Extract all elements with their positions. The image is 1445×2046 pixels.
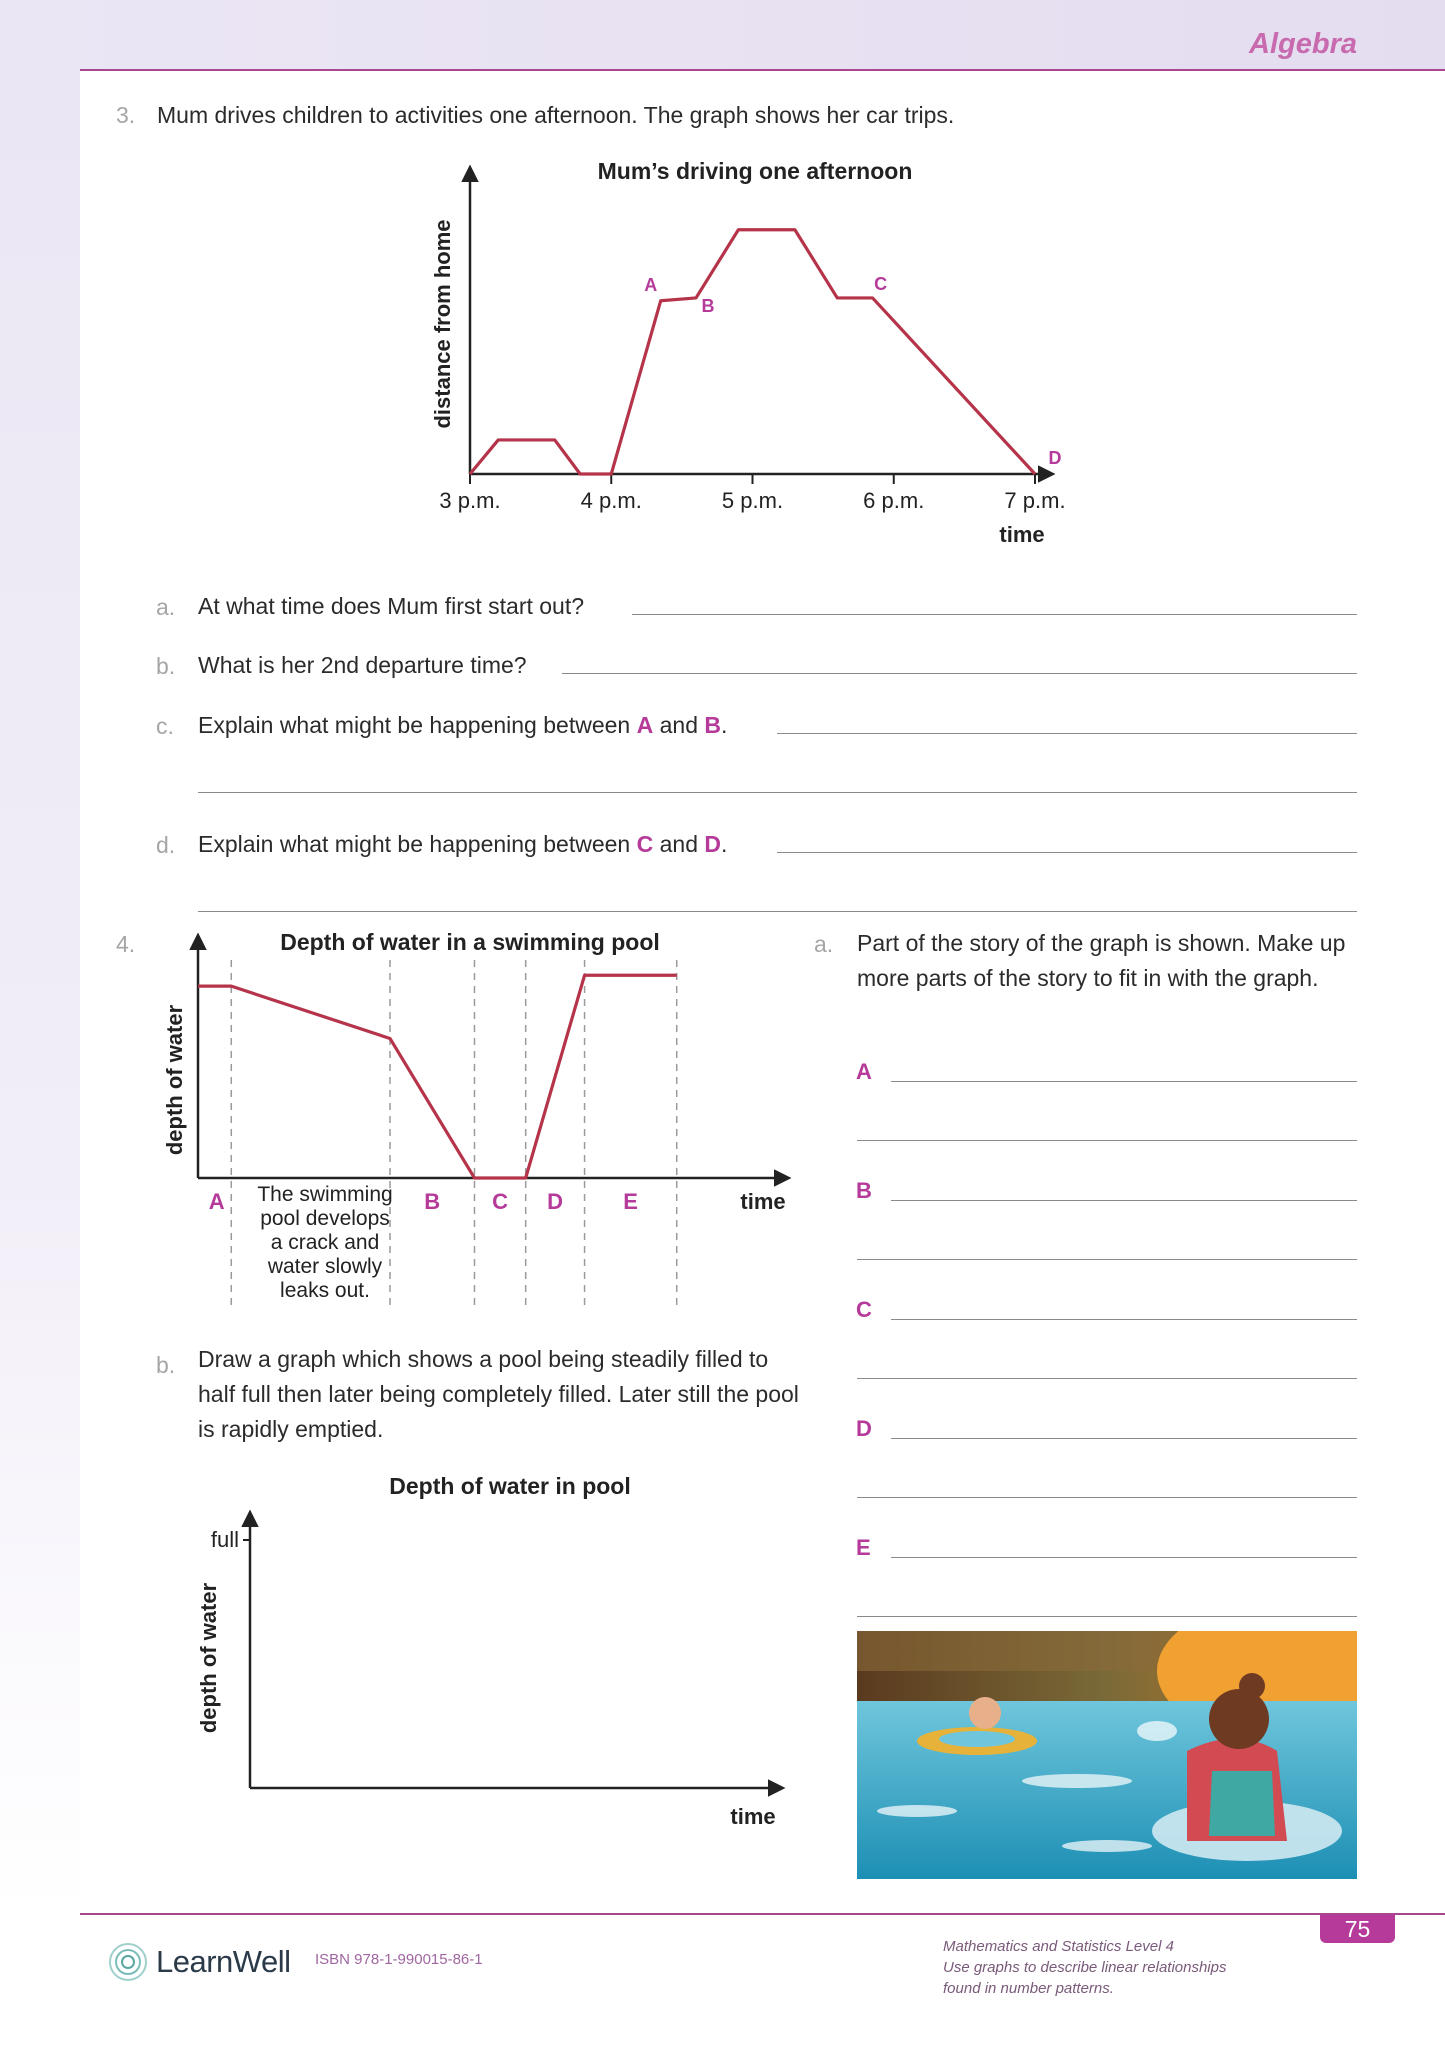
q3a-answer-line[interactable] (632, 614, 1357, 615)
q3b-answer-line[interactable] (562, 673, 1357, 674)
chart2-segment-label: B (424, 1189, 441, 1214)
chart1-point-label: D (1048, 448, 1062, 468)
q4a-text: Part of the story of the graph is shown. Make up more parts of the story to fit in with the graph. (857, 930, 1346, 991)
curriculum-note-line-2: Use graphs to describe linear relationships (943, 1959, 1227, 1976)
q3c-point-b: B (704, 712, 721, 738)
blank-chart-y-label: depth of water (196, 1582, 221, 1734)
annotation-line-2: pool develops (260, 1207, 390, 1230)
chart2-y-label: depth of water (162, 1004, 187, 1156)
chart1-y-label: distance from home (430, 219, 455, 429)
story-e-line-1[interactable] (891, 1557, 1357, 1558)
q3a-text: At what time does Mum first start out? (198, 593, 585, 619)
q3b-text: What is her 2nd departure time? (198, 652, 527, 678)
annotation-line-1: The swimming (257, 1183, 393, 1206)
annotation-line-5: leaks out. (280, 1279, 370, 1302)
pool-depth-chart (160, 930, 800, 1320)
story-c-line-2[interactable] (857, 1378, 1357, 1379)
q3c-text: Explain what might be happening between A and B. (198, 712, 728, 738)
swimming-pool-photo (857, 1631, 1357, 1879)
question-3-number: 3. (116, 102, 136, 128)
chart1-tick-label: 4 p.m. (580, 488, 642, 513)
blank-chart-title: Depth of water in pool (389, 1473, 631, 1499)
chart1-x-label: time (999, 522, 1045, 547)
blank-drawing-chart[interactable] (180, 1505, 800, 1840)
q4b-label: b. (156, 1352, 176, 1378)
question-4-number: 4. (116, 931, 136, 957)
story-b-line-1[interactable] (891, 1200, 1357, 1201)
brand-name: LearnWell (156, 1944, 291, 1979)
chart1-tick-label: 5 p.m. (721, 488, 784, 513)
story-c-line-1[interactable] (891, 1319, 1357, 1320)
q3d-point-c: C (636, 831, 654, 857)
story-a-line-2[interactable] (857, 1140, 1357, 1141)
story-d-line-1[interactable] (891, 1438, 1357, 1439)
brand-logo (108, 1942, 291, 1982)
chart1-point-label: C (874, 273, 888, 294)
page-number: 75 (1320, 1915, 1395, 1943)
annotation-line-3: a crack and (270, 1231, 380, 1254)
chart1-point-label: A (644, 274, 658, 295)
left-margin-band (0, 70, 80, 1910)
q3d-answer-line-2[interactable] (198, 911, 1357, 912)
chart1-tick-label: 3 p.m. (439, 488, 501, 513)
q3d-point-d: D (704, 831, 721, 857)
chart2-title: Depth of water in a swimming pool (280, 929, 660, 955)
story-d-line-2[interactable] (857, 1497, 1357, 1498)
story-label-d: D (856, 1416, 872, 1441)
chart2-x-label: time (740, 1189, 786, 1214)
chart2-series-line (198, 975, 677, 1178)
story-label-a: A (856, 1059, 872, 1084)
chart1-tick-label: 7 p.m. (1004, 488, 1066, 513)
q3d-label: d. (156, 832, 176, 858)
story-label-c: C (856, 1297, 872, 1322)
story-e-line-2[interactable] (857, 1616, 1357, 1617)
chart2-annotation (257, 1183, 392, 1302)
footer-rule (80, 1913, 1445, 1915)
q3b-label: b. (156, 653, 176, 679)
q3d-answer-line-1[interactable] (777, 852, 1357, 853)
q3c-answer-line-2[interactable] (198, 792, 1357, 793)
chart1-title: Mum’s driving one afternoon (597, 158, 913, 184)
curriculum-note-line-3: found in number patterns. (943, 1980, 1114, 1997)
curriculum-note (943, 1936, 1226, 1999)
chart2-segment-label: C (492, 1189, 509, 1214)
story-label-e: E (856, 1535, 871, 1560)
q3c-answer-line-1[interactable] (777, 733, 1357, 734)
chart2-segment-label: D (547, 1189, 564, 1214)
blank-chart-x-label: time (730, 1804, 776, 1829)
chart2-segment-label: A (208, 1189, 225, 1214)
chart2-segment-label: E (623, 1189, 638, 1214)
learnwell-swirl-icon (108, 1942, 148, 1982)
header-rule (80, 69, 1445, 71)
annotation-line-4: water slowly (267, 1255, 383, 1278)
curriculum-note-line-1: Mathematics and Statistics Level 4 (943, 1938, 1174, 1955)
q4a-label: a. (814, 931, 834, 957)
driving-chart (420, 160, 1070, 560)
story-a-line-1[interactable] (891, 1081, 1357, 1082)
chart1-series-line (470, 230, 1035, 474)
chart1-tick-label: 6 p.m. (863, 488, 925, 513)
story-label-b: B (856, 1178, 872, 1203)
q4b-text: Draw a graph which shows a pool being steadily filled to half full then later being completely filled. Later still the pool is rapidly emptied. (198, 1346, 799, 1442)
story-b-line-2[interactable] (857, 1259, 1357, 1260)
q3a-label: a. (156, 594, 176, 620)
question-3-intro: Mum drives children to activities one afternoon. The graph shows her car trips. (157, 102, 955, 128)
q3c-label: c. (156, 713, 174, 739)
isbn: ISBN 978-1-990015-86-1 (315, 1951, 483, 1968)
section-title: Algebra (1249, 28, 1357, 60)
q3c-point-a: A (636, 712, 654, 738)
chart1-point-label: B (701, 295, 715, 316)
q3d-text: Explain what might be happening between C and D. (198, 831, 728, 857)
header-band (0, 0, 1445, 70)
full-tick-label: full (210, 1527, 239, 1552)
